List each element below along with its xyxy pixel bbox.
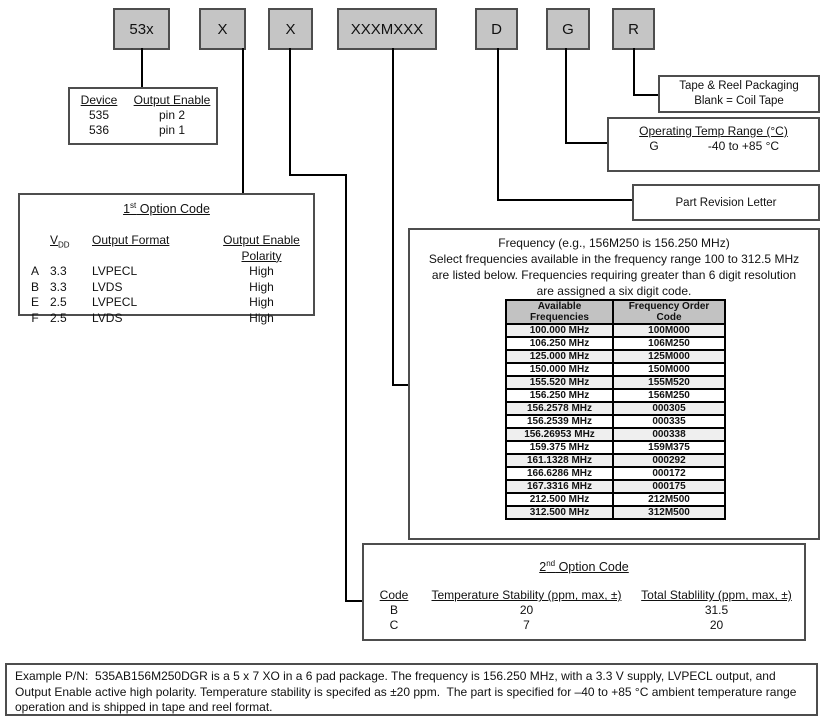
part-field-option2-label: X: [285, 20, 296, 38]
device-row-value: pin 2: [158, 108, 186, 122]
connector-revision-v: [497, 48, 499, 201]
output-format-header: Output Format: [92, 233, 170, 248]
option2-title: 2nd Option Code: [539, 559, 629, 575]
table-row: 156.26953 MHz 000338: [506, 428, 725, 441]
table-row: 166.6286 MHz 000172: [506, 467, 725, 480]
table-row: 156.2578 MHz 000305: [506, 402, 725, 415]
oe-polarity-header: Output Enable Polarity: [223, 233, 300, 263]
frequency-intro: [410, 230, 818, 299]
part-field-option2: [268, 8, 313, 50]
connector-option1: [242, 48, 244, 194]
table-row: 159.375 MHz 159M375: [506, 441, 725, 454]
operating-temp-title: Operating Temp Range (°C): [639, 124, 788, 138]
part-revision-box: [632, 184, 820, 221]
total-stability-header: Total Stablility (ppm, max, ±): [641, 588, 792, 603]
table-row: 125.000 MHz 125M000: [506, 350, 725, 363]
option1-headers: [20, 233, 313, 264]
part-field-frequency-label: XXXMXXX: [350, 20, 424, 38]
option2-headers: [364, 588, 804, 603]
temp-code: G: [649, 139, 659, 153]
option1-box: [18, 193, 315, 325]
part-field-device: [113, 8, 170, 50]
connector-option2-v1: [289, 48, 291, 176]
part-field-option1-label: X: [217, 20, 228, 38]
frequency-table-header: Available Frequencies: [506, 300, 613, 324]
connector-device: [141, 48, 143, 87]
device-row-value: 536: [88, 123, 110, 137]
connector-frequency-v: [392, 48, 394, 386]
connector-packaging-v: [633, 48, 635, 96]
device-output-enable-box: [68, 87, 218, 145]
frequency-intro-line4: are assigned a six digit code.: [536, 284, 692, 298]
connector-revision-h: [497, 199, 634, 201]
tape-reel-line1: Tape & Reel Packaging: [679, 80, 799, 92]
table-row: 156.250 MHz 156M250: [506, 389, 725, 402]
option2-box: [362, 543, 806, 641]
device-row-value: pin 1: [158, 123, 186, 137]
part-field-option1: [199, 8, 246, 50]
part-field-packaging: [612, 8, 655, 50]
connector-packaging-h: [633, 94, 660, 96]
frequency-table-header: Frequency Order Code: [613, 300, 725, 324]
table-row: 312.500 MHz 312M500: [506, 506, 725, 519]
part-field-packaging-label: R: [628, 20, 639, 38]
table-row: 106.250 MHz 106M250: [506, 337, 725, 350]
option2-row: B 20 31.5 C 7 20: [389, 603, 729, 633]
table-row: 150.000 MHz 150M000: [506, 363, 725, 376]
temp-stability-header: Temperature Stability (ppm, max, ±): [431, 588, 622, 603]
device-row-value: 535: [88, 108, 110, 122]
connector-temp-v: [565, 48, 567, 144]
output-enable-header: Output Enable: [133, 93, 211, 107]
code-header: Code: [379, 588, 409, 603]
connector-option2-v2: [345, 174, 347, 602]
part-field-device-label: 53x: [129, 20, 154, 38]
example-box: [5, 663, 818, 716]
table-row: 212.500 MHz 212M500: [506, 493, 725, 506]
table-row: 161.1328 MHz 000292: [506, 454, 725, 467]
temp-range-value: -40 to +85 °C: [707, 139, 780, 153]
part-field-revision-label: D: [491, 20, 502, 38]
operating-temp-box: [607, 117, 820, 172]
frequency-intro-line2: Select frequencies available in the frequency range 100 to 312.5 MHz: [428, 252, 800, 266]
frequency-table: [505, 299, 726, 520]
table-row: 100.000 MHz 100M000: [506, 324, 725, 337]
frequency-table-header-row: [506, 300, 725, 324]
part-field-temp-range: [546, 8, 590, 50]
connector-temp-h: [565, 142, 609, 144]
table-row: 155.520 MHz 155M520: [506, 376, 725, 389]
part-field-revision: [475, 8, 518, 50]
frequency-intro-line1: Frequency (e.g., 156M250 is 156.250 MHz): [498, 236, 730, 250]
frequency-box: [408, 228, 820, 540]
option1-row: A 3.3 LVPECL High B 3.3 LVDS High E 2.5 LVPECL High F 2.5 LVDS High: [30, 264, 274, 325]
part-field-frequency: [337, 8, 437, 50]
tape-reel-box: [658, 75, 820, 113]
device-header: Device: [80, 93, 118, 107]
table-row: 167.3316 MHz 000175: [506, 480, 725, 493]
connector-option2-h1: [289, 174, 347, 176]
part-revision-label: Part Revision Letter: [675, 196, 777, 209]
vdd-header: $V_{DD}$: [50, 233, 70, 250]
example-text: Example P/N: 535AB156M250DGR is a 5 x 7 XO in a 6 pad package. The frequency is 156.250 MHz, with a 3.3 V supply, LVPECL output, and Output Enable active high polarity. Temperature stability is specifed as ±20 ppm. The part is specified for –40 to +85 °C ambient temperature range operation and is shipped in tape and reel format.: [15, 669, 800, 714]
table-row: 156.2539 MHz 000335: [506, 415, 725, 428]
frequency-intro-line3: are listed below. Frequencies requiring greater than 6 digit resolution: [431, 268, 797, 282]
tape-reel-line2: Blank = Coil Tape: [694, 95, 784, 107]
part-field-temp-range-label: G: [562, 20, 574, 38]
option1-title: 1st Option Code: [123, 201, 210, 217]
